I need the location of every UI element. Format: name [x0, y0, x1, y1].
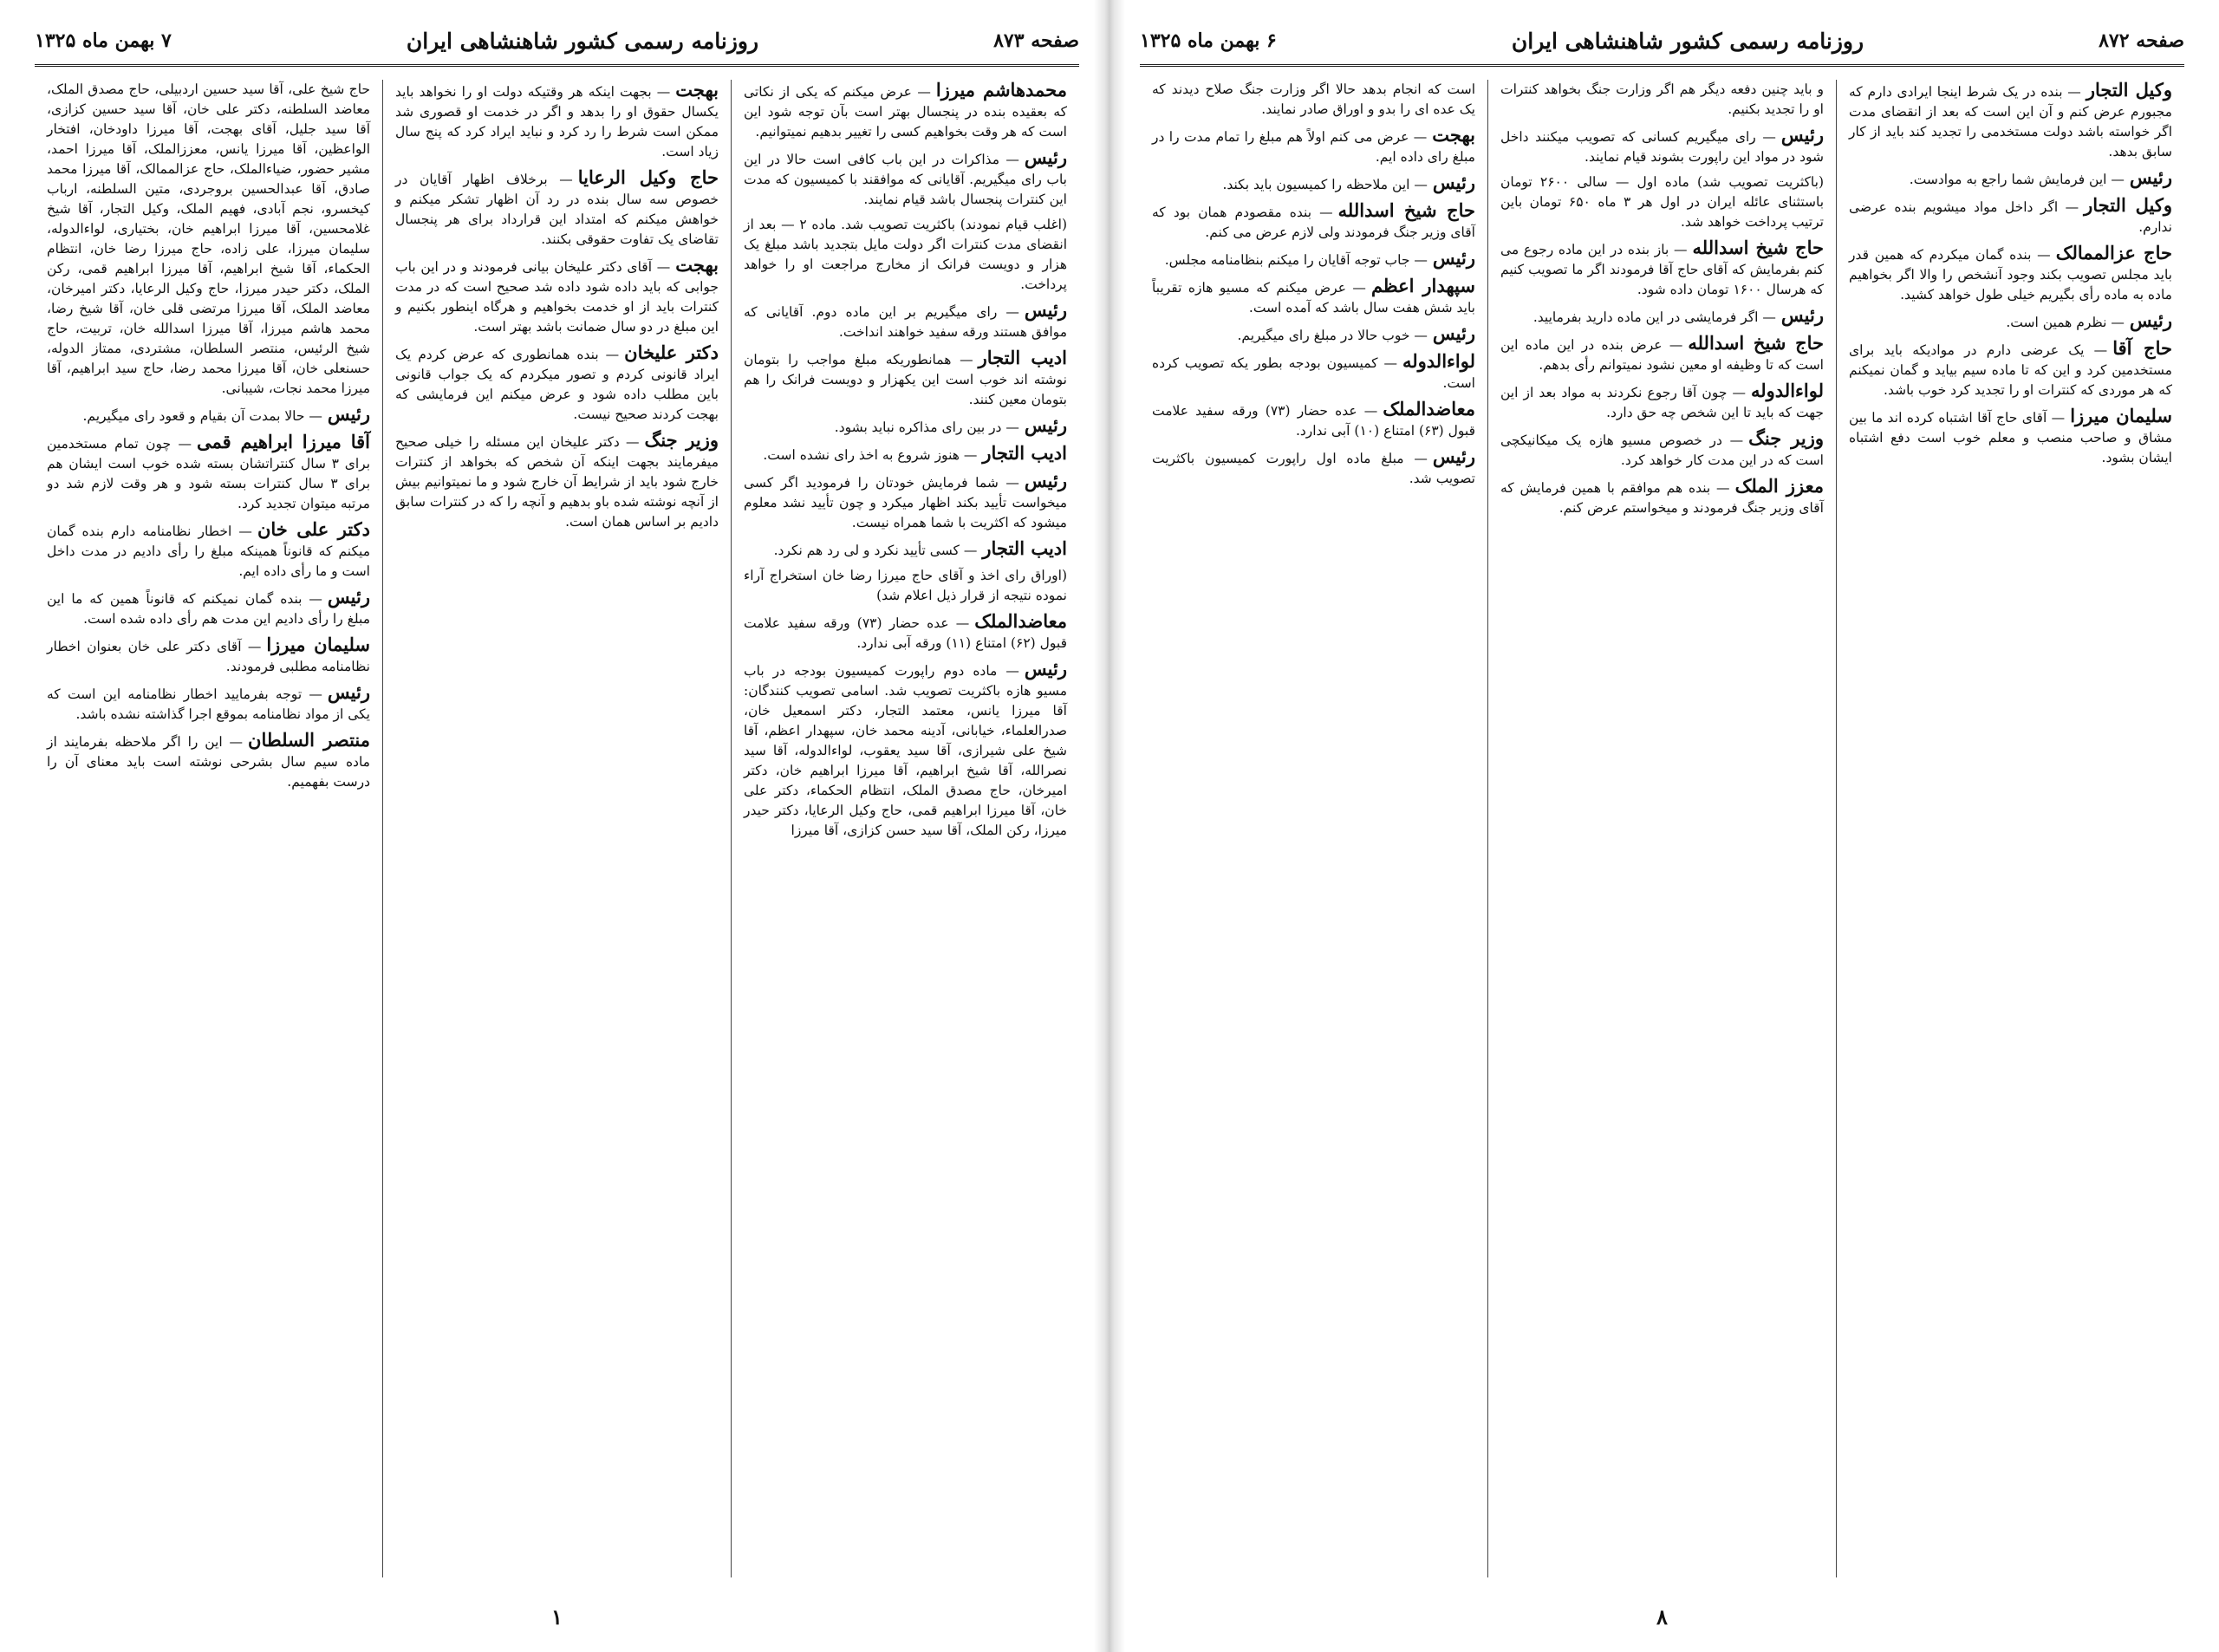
speaker-name: دکتر علی خان	[257, 518, 370, 540]
speaker-name: وزیر جنگ	[644, 429, 719, 451]
speech-text: — رای میگیریم کسانی که تصویب میکنند داخل شود در مواد این راپورت بشوند قیام نمایند.	[1500, 129, 1824, 165]
speaker-name: لواءالدوله	[1402, 350, 1475, 372]
speaker-name: ادیب التجار	[982, 442, 1067, 464]
speech-text: — عده حضار (۷۳) ورقه سفید علامت قبول (۶۳) امتناع (۱۰) آبی ندارد.	[1152, 403, 1475, 439]
speech-text: — شما فرمایش خودتان را فرمودید اگر کسی میخواست تأیید بکند اظهار میکرد و چون تأیید نشد معلوم میشود که اکثریت با شما همراه نیست.	[744, 475, 1067, 530]
speech-text: — در خصوص مسیو هازه یک میکانیکچی است که در این مدت کار خواهد کرد.	[1500, 433, 1824, 468]
speaker-name: رئیس	[1024, 470, 1067, 491]
speech-text: — آقای دکتر علیخان بیانی فرمودند و در این باب جوابی که باید داده شود داده شد صحیح است که در مدت کنترات باید از او خدمت بخواهیم و هرگاه اینطور بکنیم و این مبلغ در دو سال ضمانت باشد بهتر است.	[395, 259, 719, 335]
speech-text: — چون تمام مستخدمین برای ۳ سال کنتراتشان بسته شده خوب است ایشان هم برای ۳ سال کنترات بسته شود و هر وقت لازم شد دو مرتبه میتوان تجدید کرد.	[47, 436, 371, 511]
paragraph	[1849, 195, 2172, 237]
paragraph	[744, 215, 1067, 295]
speaker-name: رئیس	[1432, 322, 1475, 344]
paragraph	[395, 80, 719, 162]
speech-text: — چون آقا رجوع نکردند به مواد بعد از این جهت که باید تا این شخص چه حق دارد.	[1500, 385, 1824, 420]
speaker-name: رئیس	[327, 403, 370, 425]
paragraph	[395, 342, 719, 425]
page-number-label: صفحه ۸۷۲	[2099, 29, 2184, 52]
right-page-header	[1140, 17, 2184, 67]
speech-text: حاج شیخ علی، آقا سید حسین اردبیلی، حاج مصدق الملک، معاضد السلطنه، دکتر علی خان، آقا سید حسین کزازی، آقا سید جلیل، آقای بهجت، آقا میرزا داودخان، افتخار الواعظین، آقا میرزا یانس، معززالملک، آقا میرزا احمد، مشیر حضور، ضیاءالملک، حاج عزالممالک، آقا میرزا محمد صادق، آقا عبدالحسین بروجردی، متین السلطنه، ارباب کیخسرو، نجم آبادی، فهیم الملک، وکیل التجار، آقا شیخ غلامحسین، آقا میرزا ابراهیم خان، بختیاری، لواءالدوله، سلیمان میرزا، علی زاده، حاج میرزا رضا خان، انتظام الحکماء، آقا شیخ ابراهیم، آقا میرزا ابراهیم قمی، رکن الملک، دکتر حیدر میرزا، حاج وکیل الرعایا، دکتر امیرخان، معاضد الملک، آقا میرزا مرتضی قلی خان، آقا شیخ رضا، محمد هاشم میرزا، آقا میرزا اسدالله خان، تربیت، حاج شیخ الرئیس، منتصر السلطان، مشتردی، ممتاز الدوله، حسنعلی خان، آقا میرزا محمد رضا، حاج سید ابراهیم، آقا میرزا محمد نجات، شیبانی.	[47, 81, 370, 396]
speech-text: — مبلغ ماده اول راپورت کمیسیون باکثریت تصویب شد.	[1152, 451, 1475, 486]
paragraph	[744, 659, 1067, 841]
speaker-name: رئیس	[1432, 446, 1475, 467]
speaker-name: بهجت	[675, 254, 719, 276]
paragraph	[1849, 406, 2172, 468]
paragraph	[744, 80, 1067, 142]
speaker-name: رئیس	[1432, 247, 1475, 269]
text-column	[1140, 80, 1487, 1577]
paragraph	[47, 634, 370, 677]
page-folio: ۸	[1656, 1604, 1668, 1629]
speaker-name: حاج عزالممالک	[2055, 242, 2172, 263]
speech-text: — بنده گمان میکردم که همین قدر باید مجلس تصویب بکند وجود آنشخص را والا اگر بخواهیم ماده به ماده رأی بگیریم خیلی طول خواهد کشید.	[1849, 247, 2172, 302]
speaker-name: رئیس	[1780, 304, 1824, 326]
speaker-name: رئیس	[327, 681, 370, 703]
speech-text: — این را اگر ملاحظه بفرمایند از ماده سیم سال بشرحی نوشته است باید معنای آن را درست بفهمیم.	[47, 734, 370, 790]
paragraph	[744, 538, 1067, 561]
speaker-name: حاج شیخ اسدالله	[1688, 332, 1825, 354]
paragraph	[395, 167, 719, 250]
paragraph	[744, 471, 1067, 533]
speech-text: — کسی تأیید نکرد و لی رد هم نکرد.	[773, 543, 978, 558]
left-page	[35, 17, 1079, 1629]
speech-text: و باید چنین دفعه دیگر هم اگر وزارت جنگ بخواهد کنترات او را تجدید بکنیم.	[1500, 81, 1824, 117]
speaker-name: محمدهاشم میرزا	[935, 80, 1067, 101]
paragraph	[1152, 80, 1475, 120]
page-folio: ۱	[551, 1604, 563, 1629]
paragraph	[47, 682, 370, 725]
speech-text: است که انجام بدهد حالا اگر وزارت جنگ صلاح دیدند که یک عده ای را بدو و اوراق صادر نمایند.	[1152, 81, 1475, 117]
paragraph	[395, 430, 719, 532]
speech-text: — حالا بمدت آن بقیام و قعود رای میگیریم.	[82, 408, 322, 424]
paragraph	[47, 80, 370, 399]
speech-text: — رای میگیریم بر این ماده دوم. آقایانی که موافق هستند ورقه سفید خواهند انداخت.	[744, 304, 1067, 340]
speech-text: — خوب حالا در مبلغ رای میگیریم.	[1237, 328, 1428, 343]
paragraph	[1152, 200, 1475, 243]
speech-text: — همانطوریکه مبلغ مواجب را بتومان نوشته اند خوب است این یکهزار و دویست فرانک را هم بتومان معین کنند.	[744, 352, 1067, 407]
right-page	[1140, 17, 2184, 1629]
book-gutter	[1094, 0, 1125, 1652]
speaker-name: وکیل التجار	[2086, 80, 2173, 101]
speaker-name: رئیس	[1024, 146, 1067, 168]
speech-text: (اغلب قیام نمودند) باکثریت تصویب شد. ماده ۲ — بعد از انقضای مدت کنترات اگر دولت مایل بتجدید باشد مبلغ یک هزار و دویست فرانک از مخارج مراجعت او را خواهد پرداخت.	[744, 217, 1067, 292]
paragraph	[1152, 351, 1475, 393]
speaker-name: رئیس	[2129, 309, 2172, 331]
speaker-name: بهجت	[1432, 124, 1475, 146]
issue-date: ۷ بهمن ماه ۱۳۲۵	[35, 29, 172, 52]
paragraph	[1152, 125, 1475, 167]
paragraph	[47, 519, 370, 582]
paragraph	[744, 348, 1067, 410]
speaker-name: رئیس	[1024, 658, 1067, 680]
paragraph	[1849, 243, 2172, 305]
speech-text: — اگر داخل مواد میشویم بنده عرضی ندارم.	[1849, 199, 2172, 235]
newspaper-title: روزنامه رسمی کشور شاهنشاهی ایران	[1511, 28, 1864, 54]
speech-text: — عرض میکنم که مسیو هازه تقریباً باید شش هفت سال باشد که آمده است.	[1152, 280, 1475, 315]
right-page-columns	[1140, 80, 2184, 1577]
paragraph	[395, 255, 719, 337]
paragraph	[1500, 237, 1824, 300]
paragraph	[744, 415, 1067, 438]
newspaper-title: روزنامه رسمی کشور شاهنشاهی ایران	[406, 28, 759, 54]
speech-text: — بنده مقصودم همان بود که آقای وزیر جنگ فرمودند ولی لازم عرض می کنم.	[1152, 205, 1475, 240]
speaker-name: بهجت	[675, 80, 719, 101]
paragraph	[1500, 380, 1824, 423]
speech-text: — ماده دوم راپورت کمیسیون بودجه در باب مسیو هازه باکثریت تصویب شد. اسامی تصویب کنندگان: آقا میرزا یانس، معتمد التجار، دکتر اسمعیل خان، صدرالعلماء، خیابانی، آدینه محمد خان، سپهدار اعظم، آقا شیخ علی شیرازی، آقا سید یعقوب، لواءالدوله، آقا سید نصرالله، آقا شیخ ابراهیم، آقا میرزا ابراهیم خان، دکتر امیرخان، حاج مصدق الملک، انتظام الحکماء، دکتر علی خان، آقا میرزا ابراهیم قمی، حاج وکیل الرعایا، دکتر حیدر میرزا، رکن الملک، آقا سید حسن کزازی، آقا میرزا	[744, 663, 1067, 838]
speech-text: — برخلاف اظهار آقایان در خصوص سه سال بنده در رد آن اظهار تشکر میکنم و خواهش میکنم که امتداد این قرارداد برای هر پنجسال تقاضای یک تفاوت حقوقی بکنند.	[395, 172, 719, 247]
speech-text: — این ملاحظه را کمیسیون باید بکند.	[1222, 177, 1428, 192]
paragraph	[744, 147, 1067, 210]
paragraph	[1500, 80, 1824, 120]
speech-text: (اوراق رای اخذ و آقای حاج میرزا رضا خان استخراج آراء نموده نتیجه از قرار ذیل اعلام شد)	[744, 568, 1067, 603]
paragraph	[1152, 446, 1475, 489]
speaker-name: حاج وکیل الرعایا	[577, 166, 719, 188]
speaker-name: لواءالدوله	[1750, 380, 1824, 401]
speaker-name: وزیر جنگ	[1748, 427, 1825, 449]
paragraph	[1500, 305, 1824, 328]
paragraph	[47, 730, 370, 792]
speech-text: — نظرم همین است.	[2006, 315, 2125, 330]
paragraph	[1500, 476, 1824, 518]
issue-date: ۶ بهمن ماه ۱۳۲۵	[1140, 29, 1277, 52]
speech-text: — آقای دکتر علی خان بعنوان اخطار نظامنامه مطلبی فرمودند.	[47, 639, 370, 674]
speech-text: — این فرمایش شما راجع به موادست.	[1909, 172, 2125, 187]
paragraph	[744, 443, 1067, 465]
speech-text: — دکتر علیخان این مسئله را خیلی صحیح میفرمایند بجهت اینکه آن شخص که بخواهد از کنترات خارج شود باید از شرایط آن خارج شود و ما نمیتوانیم بیش از آنچه نوشته شده باو بدهیم و آنچه را که در کنترات سابق دادیم بر اساس همان است.	[395, 434, 719, 530]
paragraph	[1849, 310, 2172, 333]
speaker-name: ادیب التجار	[982, 537, 1067, 559]
speech-text: — اخطار نظامنامه دارم بنده گمان میکنم که قانوناً همینکه مبلغ را رأی دادیم در مدت داخل است و ما رأی داده ایم.	[47, 524, 370, 579]
speaker-name: سلیمان میرزا	[2070, 405, 2172, 426]
speaker-name: دکتر علیخان	[624, 341, 719, 363]
paragraph	[1500, 125, 1824, 167]
paragraph	[47, 587, 370, 629]
speaker-name: رئیس	[327, 586, 370, 608]
paragraph	[47, 432, 370, 514]
speech-text: — بنده گمان نمیکنم که قانوناً همین که ما این مبلغ را رأی دادیم این مدت هم رأی داده شده است.	[47, 591, 370, 627]
speech-text: — عرض بنده در این ماده این است که تا وظیفه او معین نشود نمیتوانم رأی بدهم.	[1500, 337, 1824, 373]
paragraph	[1849, 167, 2172, 190]
speaker-name: معاضدالملک	[974, 610, 1067, 632]
speech-text: — آقای حاج آقا اشتباه کرده اند ما بین مشاق و صاحب منصب و معلم خوب است دفع اشتباه ایشان بشود.	[1849, 410, 2172, 465]
speaker-name: معاضدالملک	[1383, 398, 1475, 420]
speech-text: — کمیسیون بودجه بطور یکه تصویب کرده است.	[1152, 355, 1475, 391]
speaker-name: رئیس	[1024, 299, 1067, 321]
left-page-columns	[35, 80, 1079, 1577]
text-column	[731, 80, 1079, 1577]
text-column	[1836, 80, 2184, 1577]
paragraph	[1152, 399, 1475, 441]
speech-text: — بنده در یک شرط اینجا ایرادی دارم که مجبورم عرض کنم و آن این است که بعد از انقضای مدت اگر خواسته باشد دولت مستخدمی را تجدید کند باید از کار سابق بدهد.	[1849, 84, 2172, 159]
paragraph	[744, 611, 1067, 654]
speech-text: — یک عرضی دارم در موادیکه باید برای مستخدمین کرد و این که تا ماده سیم بیاید و گمان نمیکنم که هر موردی که کنترات او را تجدید کرد خوب باشد.	[1849, 342, 2172, 398]
paragraph	[1849, 338, 2172, 400]
speech-text: — جاب توجه آقایان را میکنم بنظامنامه مجلس.	[1164, 252, 1428, 268]
page-number-label: صفحه ۸۷۳	[993, 29, 1079, 52]
speaker-name: رئیس	[1432, 172, 1475, 193]
paragraph	[1152, 172, 1475, 195]
speech-text: — در بین رای مذاکره نباید بشود.	[834, 420, 1019, 435]
speaker-name: آقا میرزا ابراهیم قمی	[197, 431, 370, 452]
paragraph	[1152, 323, 1475, 346]
speaker-name: رئیس	[1024, 414, 1067, 436]
speaker-name: سپهدار اعظم	[1370, 275, 1475, 296]
speaker-name: معزز الملک	[1734, 475, 1824, 497]
paragraph	[1500, 428, 1824, 471]
paragraph	[1500, 172, 1824, 232]
speech-text: — توجه بفرمایید اخطار نظامنامه این است که یکی از مواد نظامنامه بموقع اجرا گذاشته نشده باشد.	[47, 686, 370, 722]
paragraph	[1849, 80, 2172, 162]
speech-text: (باکثریت تصویب شد) ماده اول — سالی ۲۶۰۰ تومان باستثنای عائله ایران در اول هر ۳ ماه ۶۵۰ تومان باین ترتیب پرداخت خواهد شد.	[1500, 174, 1825, 230]
paragraph	[1152, 276, 1475, 318]
speaker-name: ادیب التجار	[978, 347, 1067, 368]
speech-text: — اگر فرمایشی در این ماده دارید بفرمایید.	[1532, 309, 1776, 325]
speech-text: — باز بنده در این ماده رجوع می کنم بفرمایش که آقای حاج آقا فرمودند اگر ما تصویب کنیم که هرسال ۱۶۰۰ تومان داده شود.	[1500, 242, 1824, 297]
paragraph	[47, 404, 370, 426]
speech-text: — بجهت اینکه هر وقتیکه دولت او را نخواهد باید یکسال حقوق او را بدهد و اگر در خدمت او قصوری شد ممکن است شرط را رد کرد و نباید ایراد کرد که پنج سال زیاد است.	[395, 84, 719, 159]
speaker-name: منتصر السلطان	[248, 729, 370, 751]
speaker-name: سلیمان میرزا	[266, 634, 371, 655]
speech-text: — بنده همانطوری که عرض کردم یک ایراد قانونی کردم و تصور میکردم که یک جواب قانونی باین مطلب داده شود و عرض میکنم این فرمایشی که بهجت کردند صحیح نیست.	[395, 347, 719, 422]
speaker-name: وکیل التجار	[2084, 194, 2172, 216]
paragraph	[1500, 333, 1824, 375]
text-column	[1487, 80, 1836, 1577]
speaker-name: رئیس	[2129, 166, 2172, 188]
speaker-name: حاج آقا	[2112, 337, 2172, 359]
speech-text: — عرض میکنم که یکی از نکاتی که بعقیده بنده در پنجسال بهتر است بآن توجه شود این است که هر وقت بخواهیم کسی را تغییر بدهیم نمیتوانیم.	[744, 84, 1067, 140]
speech-text: — بنده هم موافقم با همین فرمایش که آقای وزیر جنگ فرمودند و میخواستم عرض کنم.	[1500, 480, 1824, 516]
paragraph	[744, 566, 1067, 606]
paragraph	[744, 300, 1067, 342]
text-column	[382, 80, 731, 1577]
speaker-name: رئیس	[1780, 124, 1824, 146]
paragraph	[1152, 248, 1475, 270]
speech-text: — عده حضار (۷۳) ورقه سفید علامت قبول (۶۲) امتناع (۱۱) ورقه آبی ندارد.	[744, 615, 1067, 651]
speaker-name: حاج شیخ اسدالله	[1692, 237, 1824, 258]
left-page-header	[35, 17, 1079, 67]
speaker-name: حاج شیخ اسدالله	[1337, 199, 1475, 221]
speech-text: — مذاکرات در این باب کافی است حالا در این باب رای میگیریم. آقایانی که موافقند با کمیسیون که مدت این کنترات پنجسال باشد قیام نمایند.	[744, 152, 1067, 207]
speech-text: — عرض می کنم اولاً هم مبلغ را تمام مدت را در مبلغ رای داده ایم.	[1152, 129, 1475, 165]
speech-text: — هنوز شروع به اخذ رای نشده است.	[763, 447, 978, 463]
text-column	[35, 80, 382, 1577]
